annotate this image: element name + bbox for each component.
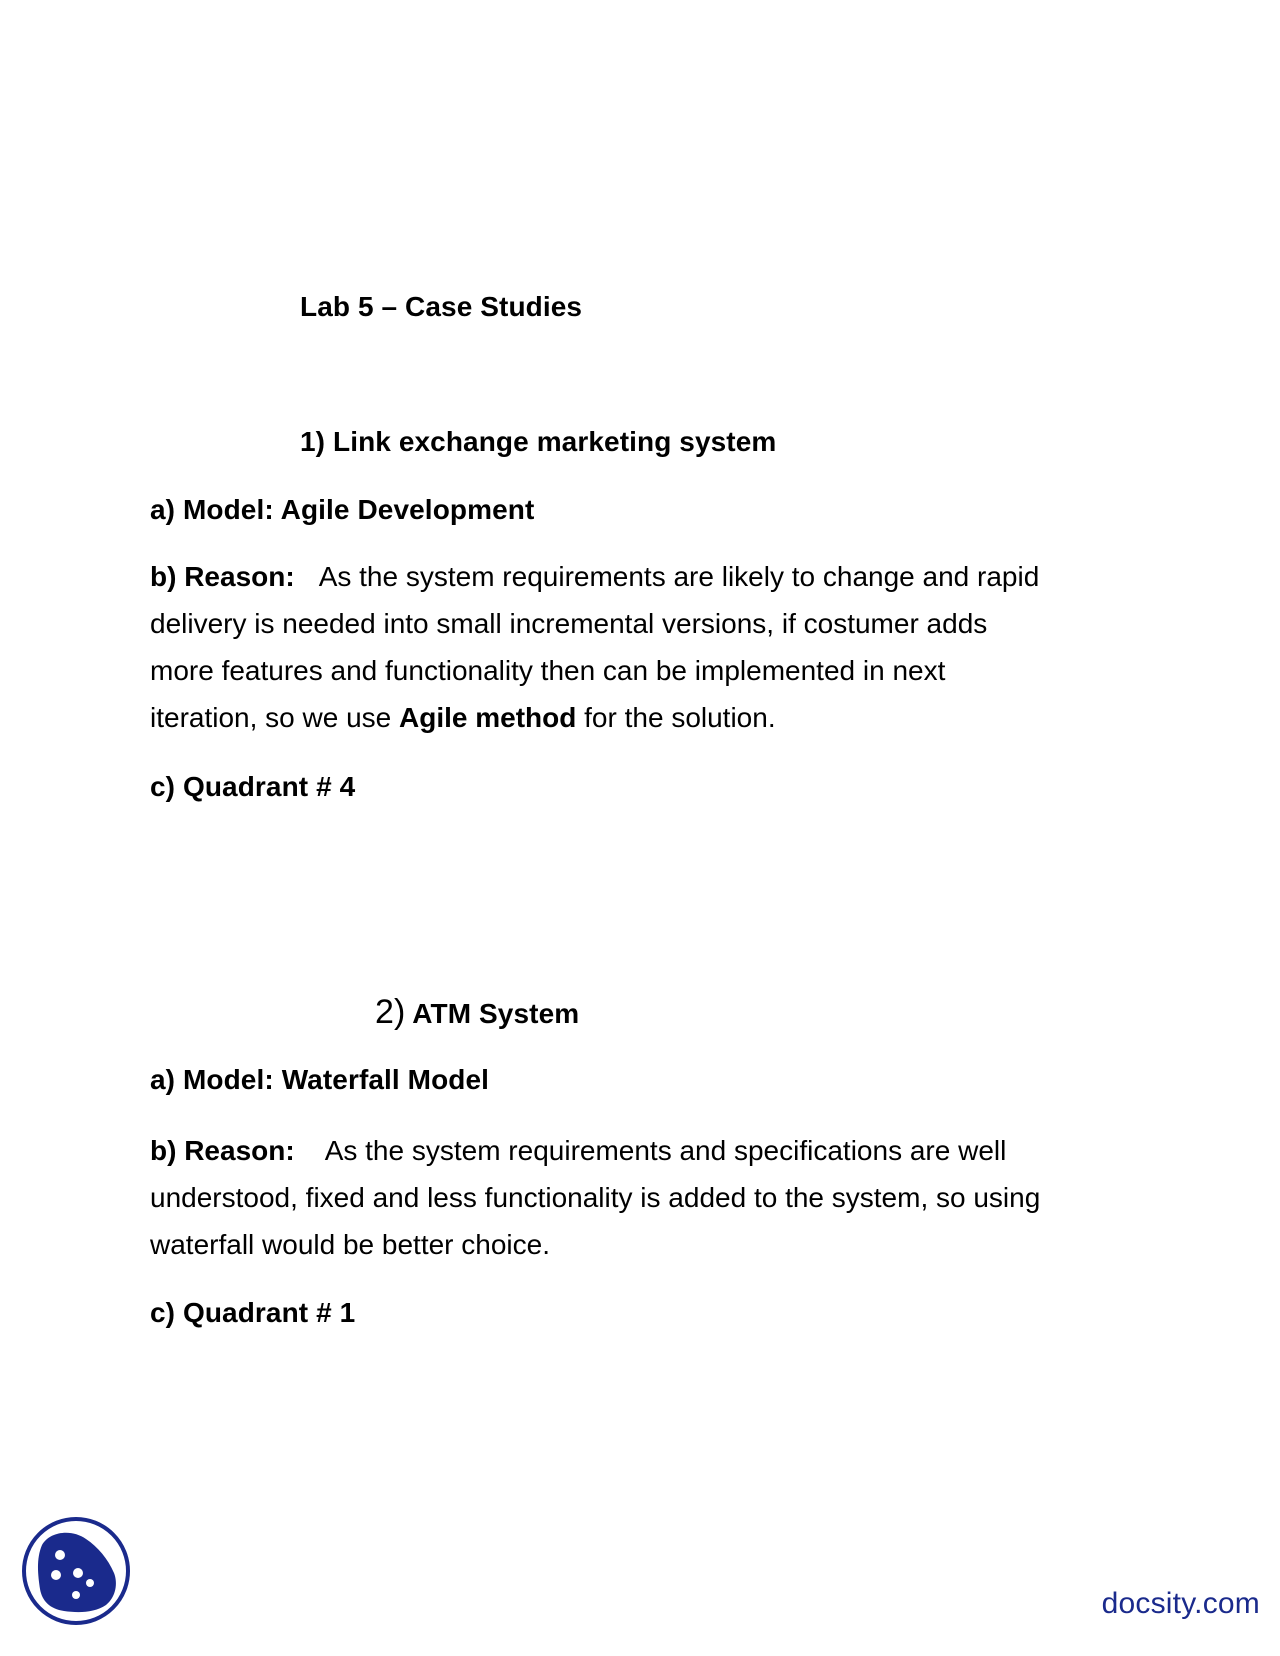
section-2-heading [375, 995, 579, 1031]
docsity-brand-link[interactable]: docsity.com [1101, 1587, 1260, 1620]
document-title: Lab 5 – Case Studies [300, 291, 583, 322]
section-1-model-label: a) Model: [150, 494, 274, 525]
section-2-title: ATM System [412, 998, 580, 1029]
section-1-number: 1) [300, 426, 326, 457]
section-2-reason-line-1: As the system requirements and specifications are well [324, 1135, 1007, 1166]
section-2-number: 2) [375, 993, 406, 1031]
section-2-reason-line-3: waterfall would be better choice. [150, 1229, 550, 1260]
section-2-reason-label: b) Reason: [150, 1135, 295, 1166]
section-1-reason-line-3: more features and functionality then can be implemented in next [150, 655, 946, 686]
section-2-model-label: a) Model: [150, 1064, 274, 1095]
section-1-heading [300, 425, 776, 459]
section-2-reason-line-2: understood, fixed and less functionality is added to the system, so using [150, 1182, 1041, 1213]
section-2-reason [150, 1127, 1130, 1268]
section-1-reason-line-4-prefix: iteration, so we use [150, 702, 400, 733]
section-1-reason-line-2: delivery is needed into small incremental versions, if costumer adds [150, 608, 988, 639]
section-1-reason-emphasis: Agile method [399, 702, 577, 733]
section-1-quadrant: c) Quadrant # 4 [150, 771, 356, 802]
section-1-reason-line-4-suffix: for the solution. [576, 702, 776, 733]
section-1-model-value: Agile Development [280, 494, 535, 525]
section-2-model [150, 1063, 489, 1097]
section-2-quadrant: c) Quadrant # 1 [150, 1297, 356, 1328]
docsity-logo-icon[interactable] [20, 1515, 132, 1627]
section-1-reason-line-1: As the system requirements are likely to change and rapid [318, 561, 1040, 592]
section-1-model [150, 493, 534, 527]
section-1-title: Link exchange marketing system [333, 426, 777, 457]
section-1-reason-label: b) Reason: [150, 561, 295, 592]
section-1-reason [150, 553, 1130, 741]
section-2-model-value: Waterfall Model [281, 1064, 490, 1095]
